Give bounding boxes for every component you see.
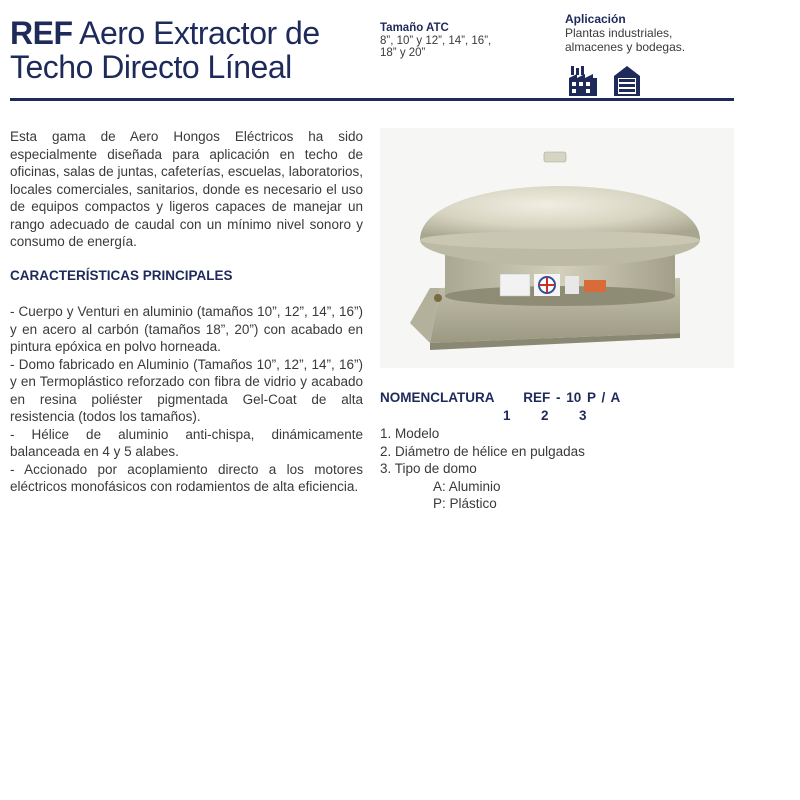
title-line1: Aero Extractor de (79, 15, 320, 51)
feature-item: - Accionado por acoplamiento directo a los motores eléctricos monofásicos con rodamientos de alta eficiencia. (10, 461, 363, 494)
nomenclature-code: REF - 10 P / A (523, 390, 621, 405)
page-title (10, 16, 370, 84)
application-heading: Aplicación (565, 12, 626, 26)
position-number: 1 (503, 408, 511, 423)
application-line1: Plantas industriales, (565, 26, 673, 40)
features-list (10, 303, 363, 496)
position-number: 3 (579, 408, 587, 423)
position-number: 2 (541, 408, 549, 423)
application-icons (568, 64, 652, 101)
size-block (380, 22, 550, 60)
list-subitem: P: Plástico (433, 496, 497, 511)
roof-extractor-illustration (380, 128, 734, 368)
title-line2: Techo Directo Líneal (10, 49, 292, 85)
list-item: 3. Tipo de domo (380, 461, 477, 476)
size-heading: Tamaño ATC (380, 22, 449, 34)
application-block (565, 12, 740, 54)
product-image (380, 128, 734, 368)
list-item: 1. Modelo (380, 426, 440, 441)
nomenclature-positions (503, 408, 617, 423)
application-line2: almacenes y bodegas. (565, 40, 686, 54)
nomenclature-label: NOMENCLATURA (380, 390, 495, 405)
nomenclature-heading (380, 390, 620, 405)
nomenclature-list (380, 425, 585, 513)
feature-item: - Domo fabricado en Aluminio (Tamaños 10”, 12”, 14”, 16”) y en Termoplástico reforzado con fibra de vidrio y acabado en resina poliéster pigmentada Gel-Coat de alta resistencia (todos los tamaños). (10, 356, 363, 424)
intro-paragraph: Esta gama de Aero Hongos Eléctricos ha sido especialmente diseñada para aplicación en techo de oficinas, salas de juntas, cafeterías, escuelas, laboratorios, locales comerciales, sanitarios, donde es necesario el uso de equipos compactos y ligeros capaces de manejar un rango adecuado de caudal con un mínimo nivel sonoro y consumo de energía. (10, 129, 363, 249)
list-subitem: A: Aluminio (433, 478, 501, 494)
feature-item: - Hélice de aluminio anti-chispa, dinámicamente balanceada en 4 y 5 alabes. (10, 426, 363, 459)
title-model: REF (10, 15, 73, 51)
size-line1: 8”, 10” y 12”, 14”, 16”, (380, 34, 492, 47)
factory-icon (568, 64, 598, 96)
feature-item: - Cuerpo y Venturi en aluminio (tamaños 10”, 12”, 14”, 16”) y en acero al carbón (tamaños 18”, 20”) con acabado en pintura epóxica en polvo horneada. (10, 304, 363, 354)
header-divider (10, 98, 734, 101)
size-line2: 18” y 20” (380, 47, 426, 59)
features-heading: CARACTERÍSTICAS PRINCIPALES (10, 268, 233, 283)
list-item: 2. Diámetro de hélice en pulgadas (380, 443, 585, 459)
warehouse-icon (612, 64, 642, 96)
